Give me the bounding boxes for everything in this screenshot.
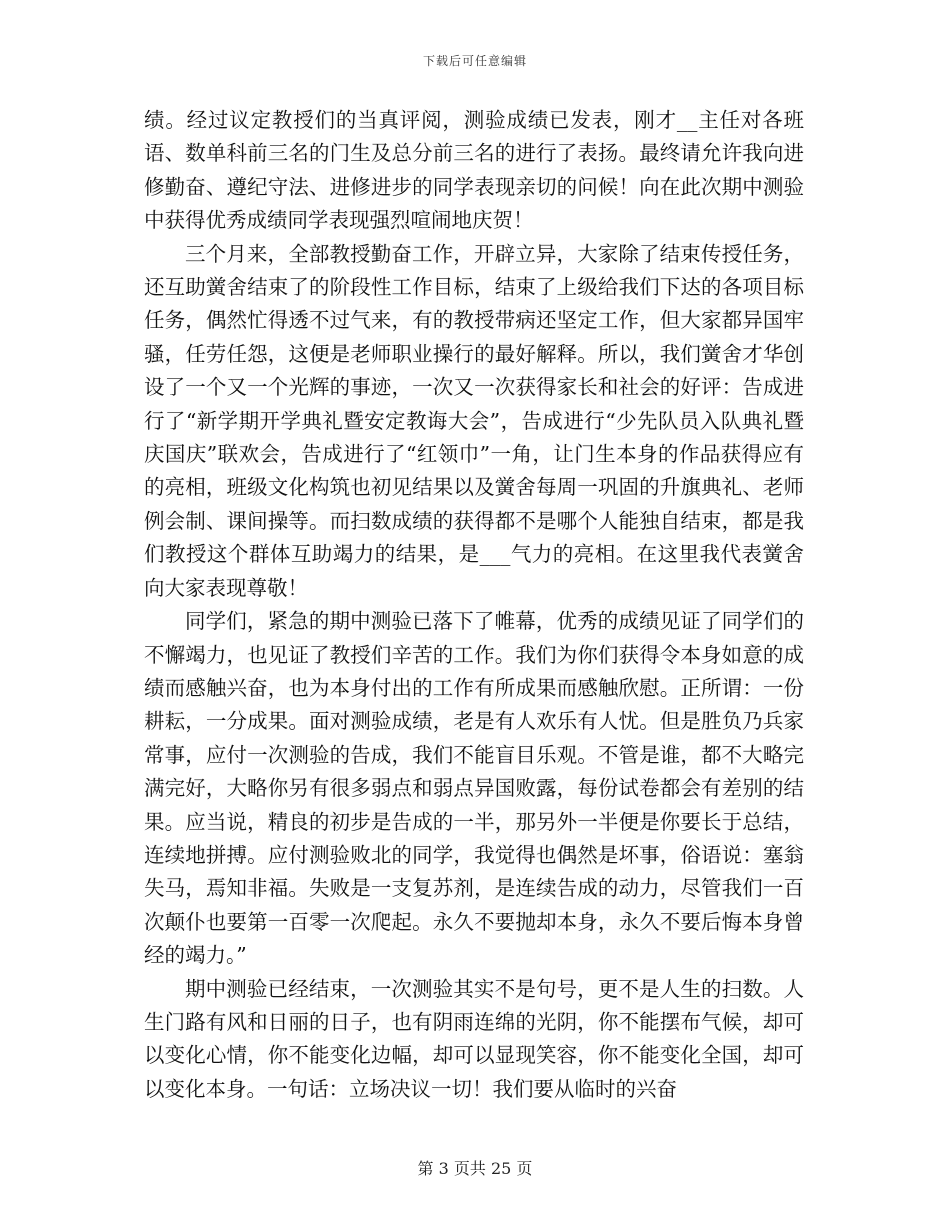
page-header: 下载后可任意编辑	[422, 54, 527, 68]
paragraph-1: 绩。经过议定教授们的当真评阅，测验成绩已发表，刚才__主任对各班语、数单科前三名的门生及总分前三名的进行了表扬。最终请允许我向进修勤奋、遵纪守法、进修进步的同学表现亲切的问候！向在此次期中测验中获得优秀成绩同学表现强烈喧闹地庆贺！	[144, 108, 804, 233]
page-footer: 第 3 页共 25 页	[417, 1159, 533, 1178]
document-body	[144, 104, 804, 1106]
paragraph-4: 期中测验已经结束，一次测验其实不是句号，更不是人生的扫数。人生门路有风和日丽的日子，也有阴雨连绵的光阴，你不能摆布气候，却可以变化心情，你不能变化边幅，却可以显现笑容，你不能变化全国，却可以变化本身。一句话：立场决议一切！我们要从临时的兴奋	[144, 976, 804, 1101]
paragraph-3: 同学们，紧急的期中测验已落下了帷幕，优秀的成绩见证了同学们的不懈竭力，也见证了教授们辛苦的工作。我们为你们获得令本身如意的成绩而感触兴奋，也为本身付出的工作有所成果而感触欣慰。正所谓：一份耕耘，一分成果。面对测验成绩，老是有人欢乐有人忧。但是胜负乃兵家常事，应付一次测验的告成，我们不能盲目乐观。不管是谁，都不大略完满完好，大略你另有很多弱点和弱点异国败露，每份试卷都会有差别的结果。应当说，精良的初步是告成的一半，那另外一半便是你要长于总结，连续地拼搏。应付测验败北的同学，我觉得也偶然是坏事，俗语说：塞翁失马，焉知非福。失败是一支复苏剂，是连续告成的动力，尽管我们一百次颠仆也要第一百零一次爬起。永久不要抛却本身，永久不要后悔本身曾经的竭力。”	[144, 609, 804, 968]
paragraph-2: 三个月来，全部教授勤奋工作，开辟立异，大家除了结束传授任务，还互助黉舍结束了的阶段性工作目标，结束了上级给我们下达的各项目标任务，偶然忙得透不过气来，有的教授带病还坚定工作，但大家都异国牢骚，任劳任怨，这便是老师职业操行的最好解释。所以，我们黉舍才华创设了一个又一个光辉的事迹，一次又一次获得家长和社会的好评：告成进行了“新学期开学典礼暨安定教诲大会”，告成进行“少先队员入队典礼暨庆国庆”联欢会，告成进行了“红领巾”一角，让门生本身的作品获得应有的亮相，班级文化构筑也初见结果以及黉舍每周一巩固的升旗典礼、老师例会制、课间操等。而扫数成绩的获得都不是哪个人能独自结束，都是我们教授这个群体互助竭力的结果，是___气力的亮相。在这里我代表黉舍向大家表现尊敬！	[144, 241, 804, 600]
